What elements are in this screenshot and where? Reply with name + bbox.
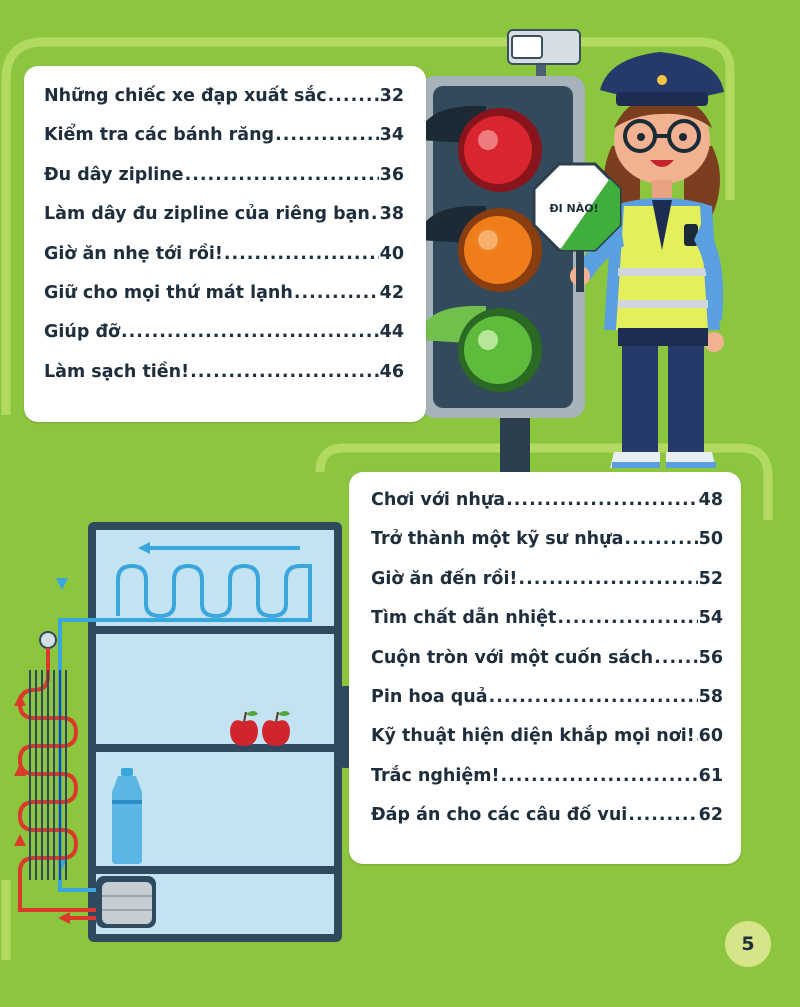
toc-entry-page: 42 <box>379 282 404 303</box>
toc-card-top <box>24 66 426 422</box>
toc-leader-dots <box>506 490 698 510</box>
page-number: 5 <box>741 933 755 955</box>
toc-entry-title: Cuộn tròn với một cuốn sách <box>371 647 654 668</box>
toc-entry-page: 56 <box>698 647 723 668</box>
toc-entry[interactable] <box>371 805 723 844</box>
toc-entry[interactable] <box>44 244 404 283</box>
toc-list-bottom <box>349 472 741 845</box>
toc-leader-dots <box>371 204 379 224</box>
toc-leader-dots <box>624 529 697 549</box>
toc-entry-page: 44 <box>379 322 404 343</box>
water-bottle-icon <box>112 768 142 864</box>
condenser-fins <box>30 670 66 880</box>
toc-entry[interactable] <box>44 362 404 401</box>
toc-entry-title: Những chiếc xe đạp xuất sắc <box>44 86 327 106</box>
toc-entry[interactable] <box>371 648 723 687</box>
toc-entry-page: 62 <box>698 805 723 826</box>
sign-label: ĐI NÀO! <box>549 202 599 215</box>
toc-entry[interactable] <box>44 165 404 204</box>
toc-entry[interactable] <box>44 322 404 361</box>
toc-entry-title: Giờ ăn nhẹ tới rồi! <box>44 243 223 264</box>
toc-entry-page: 46 <box>379 361 404 382</box>
toc-entry[interactable] <box>44 204 404 243</box>
toc-leader-dots <box>224 244 379 264</box>
toc-entry-title: Tìm chất dẫn nhiệt <box>371 608 557 629</box>
toc-entry-title: Trở thành một kỹ sư nhựa <box>371 529 624 550</box>
toc-entry-title: Giờ ăn đến rồi! <box>371 568 518 589</box>
security-camera-icon <box>508 30 580 78</box>
toc-entry[interactable] <box>371 529 723 568</box>
toc-entry-page: 40 <box>379 243 404 264</box>
toc-entry-page: 54 <box>698 608 723 629</box>
toc-entry[interactable] <box>371 726 723 765</box>
toc-entry-page: 36 <box>379 164 404 185</box>
toc-entry-title: Pin hoa quả <box>371 686 488 707</box>
toc-list-top <box>24 66 426 401</box>
traffic-light-illustration <box>418 76 585 472</box>
toc-entry[interactable] <box>44 86 404 125</box>
toc-leader-dots <box>294 283 379 303</box>
toc-entry-title: Làm dây đu zipline của riêng bạn <box>44 204 370 225</box>
toc-leader-dots <box>654 648 697 668</box>
toc-entry[interactable] <box>371 687 723 726</box>
toc-leader-dots <box>500 766 697 786</box>
toc-entry-page: 48 <box>698 490 723 510</box>
toc-card-bottom <box>349 472 741 864</box>
toc-entry-page: 52 <box>698 568 723 589</box>
toc-entry-title: Giúp đỡ <box>44 322 120 343</box>
toc-entry[interactable] <box>44 125 404 164</box>
traffic-officer-illustration <box>570 52 724 468</box>
toc-entry-page: 61 <box>698 765 723 786</box>
toc-entry-page: 58 <box>698 686 723 707</box>
toc-leader-dots <box>185 165 379 185</box>
toc-entry[interactable] <box>371 766 723 805</box>
toc-leader-dots <box>121 322 379 342</box>
toc-leader-dots <box>696 726 698 746</box>
toc-entry-title: Trắc nghiệm! <box>371 765 500 786</box>
toc-entry-title: Chơi với nhựa <box>371 490 506 510</box>
toc-entry-page: 60 <box>698 726 723 747</box>
toc-entry-title: Kiểm tra các bánh răng <box>44 125 275 146</box>
toc-leader-dots <box>328 86 379 106</box>
toc-entry-page: 32 <box>379 86 404 106</box>
toc-leader-dots <box>190 362 379 382</box>
page-number-badge <box>725 921 771 967</box>
toc-entry-title: Đáp án cho các câu đố vui <box>371 805 628 826</box>
toc-entry[interactable] <box>44 283 404 322</box>
toc-entry[interactable] <box>371 608 723 647</box>
toc-leader-dots <box>275 125 379 145</box>
toc-entry-title: Đu dây zipline <box>44 164 184 185</box>
toc-leader-dots <box>518 569 697 589</box>
toc-entry-page: 38 <box>379 204 404 225</box>
toc-entry-page: 34 <box>379 125 404 146</box>
toc-entry-title: Làm sạch tiền! <box>44 361 190 382</box>
toc-entry-title: Kỹ thuật hiện diện khắp mọi nơi! <box>371 726 695 747</box>
compressor-icon <box>96 876 156 928</box>
toc-leader-dots <box>489 687 698 707</box>
toc-leader-dots <box>557 608 697 628</box>
toc-leader-dots <box>628 805 697 825</box>
toc-entry-page: 50 <box>698 529 723 550</box>
toc-entry-title: Giữ cho mọi thứ mát lạnh <box>44 282 293 303</box>
refrigerator-diagram <box>14 522 354 942</box>
toc-entry[interactable] <box>371 490 723 529</box>
toc-entry[interactable] <box>371 569 723 608</box>
